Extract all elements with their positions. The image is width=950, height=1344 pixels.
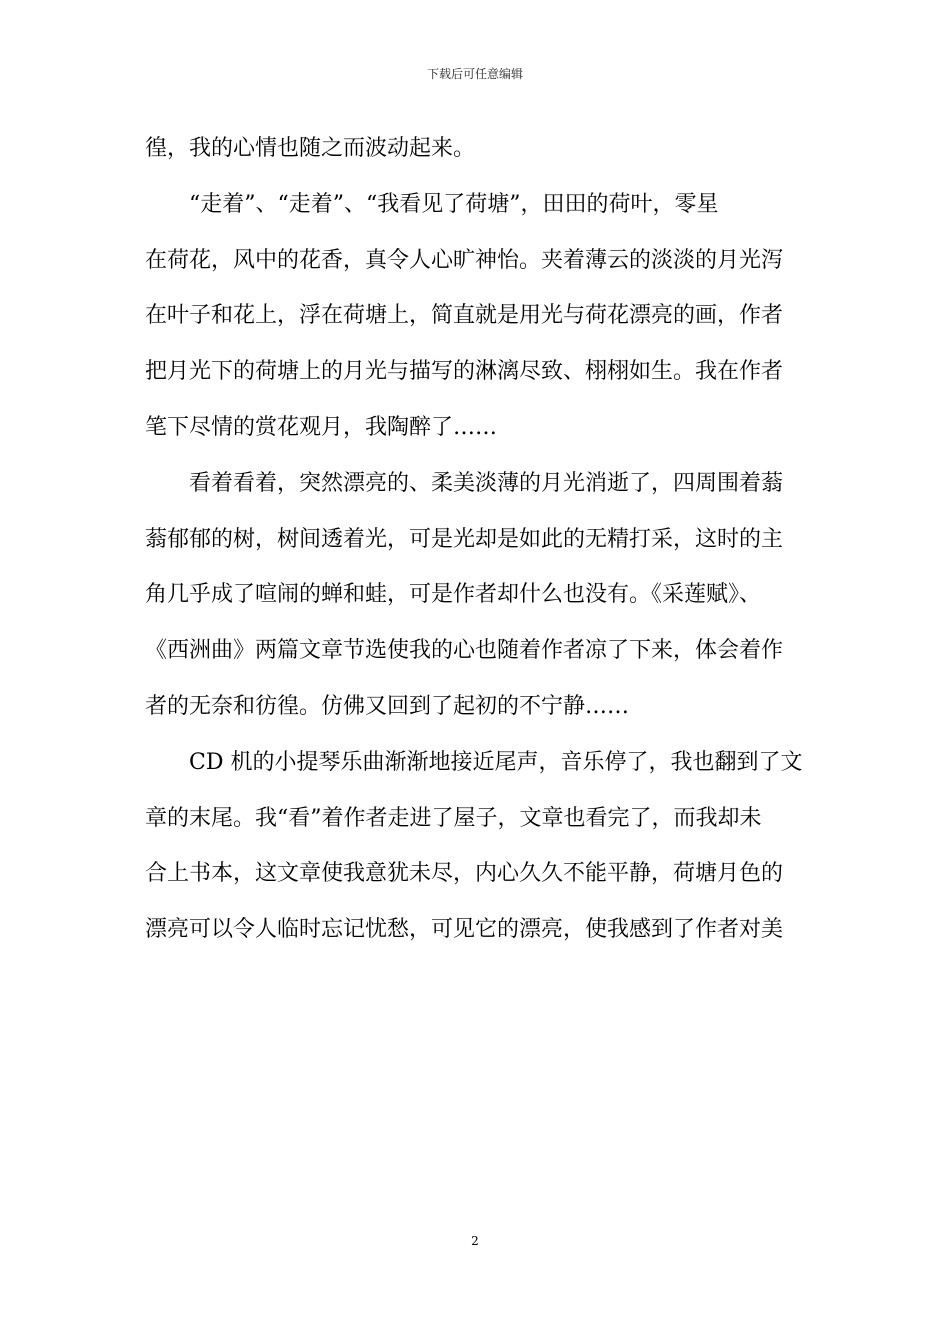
page-number: 2 xyxy=(471,1234,479,1248)
text-line: 徨，我的心情也随之而波动起来。 xyxy=(145,136,476,161)
body-text xyxy=(145,131,807,968)
text-line: CD 机的小提琴乐曲渐渐地接近尾声，音乐停了，我也翻到了文 xyxy=(189,749,803,775)
text-line: 角几乎成了喧闹的蝉和蛙，可是作者却什么也没有。《采莲赋》、 xyxy=(145,582,762,608)
text-line: 合上书本，这文章使我意犹未尽，内心久久不能平静，荷塘月色的 xyxy=(145,861,784,887)
page-header: 下载后可任意编辑 xyxy=(426,67,523,81)
text-line: 笔下尽情的赏花观月，我陶醉了…… xyxy=(145,414,498,440)
text-line: 章的末尾。我“看”着作者走进了屋子，文章也看完了，而我却未 xyxy=(145,805,762,831)
text-line: 蓊郁郁的树，树间透着光，可是光却是如此的无精打采，这时的主 xyxy=(145,526,784,552)
text-line: 看着看着，突然漂亮的、柔美淡薄的月光消逝了，四周围着蓊 xyxy=(189,470,784,496)
text-line: 在叶子和花上，浮在荷塘上，简直就是用光与荷花漂亮的画，作者 xyxy=(145,303,784,329)
text-line: 者的无奈和彷徨。仿佛又回到了起初的不宁静…… xyxy=(145,693,630,719)
text-line: 漂亮可以令人临时忘记忧愁，可见它的漂亮，使我感到了作者对美 xyxy=(145,917,784,943)
text-line: 把月光下的荷塘上的月光与描写的淋漓尽致、栩栩如生。我在作者 xyxy=(145,359,784,385)
text-line: “走着”、“走着”、“我看见了荷塘”，田田的荷叶，零星 xyxy=(189,191,719,217)
text-line: 在荷花，风中的花香，真令人心旷神怡。夹着薄云的淡淡的月光泻 xyxy=(145,247,784,273)
text-line: 《西洲曲》两篇文章节选使我的心也随着作者凉了下来，体会着作 xyxy=(145,638,784,664)
